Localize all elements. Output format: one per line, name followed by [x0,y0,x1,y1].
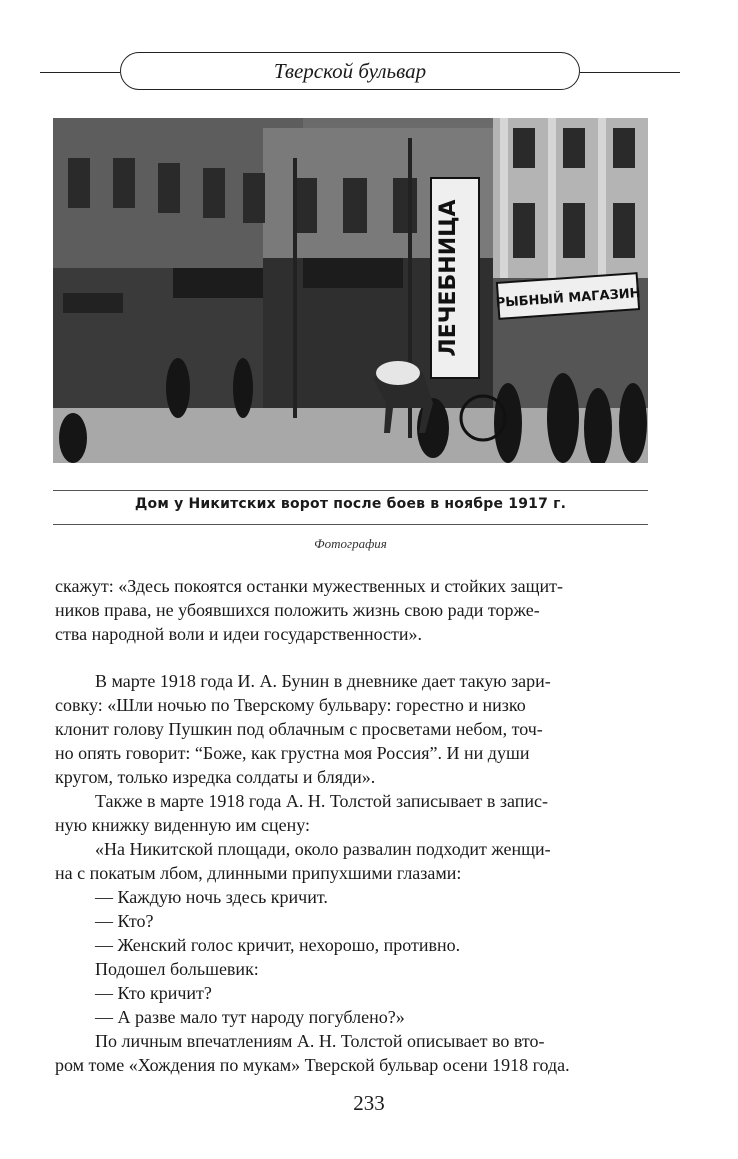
figure-caption: Дом у Никитских ворот после боев в ноябре 1917 г. [134,496,567,512]
text-line: скажут: «Здесь покоятся останки мужественных и стойких защит- [55,576,563,596]
figure-subcaption: Фотография [314,536,387,551]
sign-fish-shop: РЫБНЫЙ МАГАЗИН [495,285,642,312]
text-line: на с покатым лбом, длинными припухшими глазами: [55,863,462,883]
page-number: 233 [353,1091,385,1115]
running-header-title: Тверской бульвар [273,58,427,83]
paragraph [55,574,648,646]
text-line: ства народной воли и идеи государственности». [55,624,423,644]
photo-illustration [53,118,648,463]
sign-lechebnitsa: ЛЕЧЕБНИЦА [436,199,461,357]
paragraph [55,669,648,789]
text-line: — Кто кричит? [95,983,212,1003]
header-rule-right [580,72,680,73]
body-text [55,574,648,1077]
text-line: Также в марте 1918 года А. Н. Толстой записывает в запис- [95,791,548,811]
paragraph [55,789,648,1077]
header-rule-left [40,72,120,73]
running-header [40,50,680,94]
text-line: ную книжку виденную им сцену: [55,815,311,835]
caption-rule-top [53,490,648,491]
text-line: — Каждую ночь здесь кричит. [95,887,328,907]
text-line: Подошел большевик: [95,959,259,979]
caption-rule-bottom [53,524,648,525]
text-line: — Женский голос кричит, нехорошо, противно. [95,935,461,955]
text-line: «На Никитской площади, около развалин подходит женщи- [95,839,551,859]
header-frame [120,52,580,90]
text-line: По личным впечатлениям А. Н. Толстой описывает во вто- [95,1031,545,1051]
text-line: кругом, только изредка солдаты и бляди». [55,767,376,787]
text-line: — Кто? [95,911,154,931]
historical-photograph [53,118,648,463]
text-line: — А разве мало тут народу погублено?» [95,1007,405,1027]
text-line: ников права, не убоявшихся положить жизнь свою ради торже- [55,600,540,620]
text-line: клонит голову Пушкин под облачным с просветами небом, точ- [55,719,543,739]
text-line: совку: «Шли ночью по Тверскому бульвару: горестно и низко [55,695,526,715]
text-line: ром томе «Хождения по мукам» Тверской бульвар осени 1918 года. [55,1055,570,1075]
text-line: В марте 1918 года И. А. Бунин в дневнике дает такую зари- [95,671,551,691]
text-line: но опять говорит: “Боже, как грустна моя Россия”. И ни души [55,743,530,763]
